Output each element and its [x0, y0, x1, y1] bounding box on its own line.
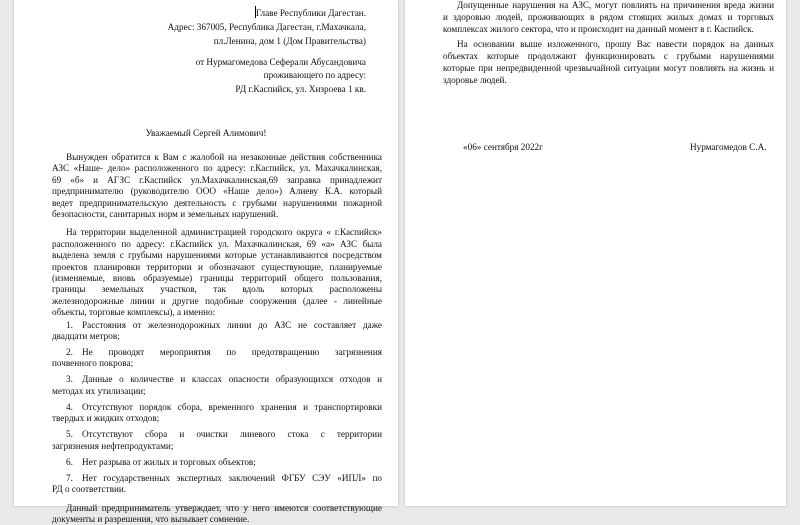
body-line: которые при непредвиденной чрезвычайной ситуации могут повлиять на жизнь и	[443, 63, 774, 73]
list-item-line: Нет разрыва от жилых и торговых объектов;	[82, 456, 256, 467]
list-item-line: твердых и жидких отходов;	[52, 413, 160, 424]
list-item-number: 7.	[66, 472, 73, 483]
list-item-line: Расстояния от железнодорожных линии до АЗС не составляет даже	[82, 319, 382, 330]
body-line: комплексах жилого сектора, что и происходит на данный момент в г. Каспийск.	[443, 24, 754, 34]
salutation: Уважаемый Сергей Алимович!	[145, 128, 267, 138]
body-line: документы и разрешения, что вызывает сомнение.	[52, 514, 250, 525]
body-line: предпринимателю (руководителю ООО «Наше дело») Алиеву К.А. который	[52, 186, 382, 197]
list-item-line: Отсутствуют сбора и очистки линевого стока с территории	[82, 429, 382, 440]
letter-date: «06» сентября 2022г	[463, 142, 543, 152]
signature-name: Нурмагомедов С.А.	[690, 142, 767, 152]
body-line: здоровье людей.	[443, 75, 507, 85]
body-line: объектах которые продолжают функционировать с грубыми нарушениями	[443, 51, 774, 61]
list-item-line: загрязнения нефтепродуктами;	[52, 440, 174, 451]
body-line: На основании выше изложенного, прошу Вас навести порядок на данных	[457, 39, 774, 49]
list-item-line: РД о соответствии.	[52, 484, 127, 494]
body-line: и здоровью людей, проживающих в рядом стоящих жилых домах и торговых	[443, 12, 774, 22]
list-item-number: 3.	[66, 374, 73, 385]
list-item-number: 1.	[66, 319, 73, 330]
body-line: безопасности, санитарных норм и земельных нарушений.	[52, 209, 279, 219]
list-item-line: двадцати метров;	[52, 331, 120, 341]
body-line: железнодорожные линии и другие подобные сооружения (далее - линейные	[52, 295, 382, 306]
addressee-line: Адрес: 367005, Республика Дагестан, г.Махачкала,	[167, 22, 366, 32]
body-line: объекты, торговые комплексы), а именно:	[52, 307, 216, 318]
body-line: Допущенные нарушения на АЗС, могут повлиять на причинения вреда жизни	[457, 0, 774, 10]
body-line: границы земельных участков, так вдоль которых расположены	[52, 284, 382, 295]
list-item-line: почвенного покрова;	[52, 358, 134, 369]
body-line: На территории выделенной администрацией городского округа « г.Каспийск»	[66, 227, 382, 238]
addressee-line: от Нурмагомедова Сеферали Абусандовича	[195, 57, 366, 67]
list-item-number: 6.	[66, 456, 73, 467]
body-line: ведет предпринимательскую деятельность с грубыми нарушениями пожарной	[52, 197, 382, 208]
list-item-line: Не проводят мероприятия по предотвращению загрязнения	[82, 347, 382, 357]
list-item-line: Нет государственных экспертных заключений ФГБУ СЭУ «ИПЛ» по	[82, 472, 382, 483]
list-item-number: 5.	[66, 429, 73, 440]
addressee-line: проживающего по адресу:	[263, 70, 366, 80]
body-line: проектов планировки территории и обозначают существующие, планируемые	[52, 261, 382, 272]
body-line: (изменяемые, вновь образуемые) границы территорий общего пользования,	[52, 273, 382, 283]
addressee-line: Главе Республики Дагестан.	[255, 8, 366, 18]
body-line: Вынужден обратится к Вам с жалобой на незаконные действия собственника	[66, 152, 382, 162]
addressee-line: РД г.Каспийск, ул. Хизроева 1 кв.	[235, 84, 366, 94]
list-item-line: Отсутствуют порядок сбора, временного хранения и транспортировки	[82, 401, 382, 412]
list-item-number: 2.	[66, 347, 73, 357]
document-page-2	[405, 0, 786, 506]
document-page-1	[14, 0, 398, 525]
list-item-number: 4.	[66, 401, 73, 412]
list-item-line: методах их утилизации;	[52, 385, 146, 396]
addressee-line: пл.Ленина, дом 1 (Дом Правительства)	[213, 36, 366, 46]
body-line: Данный предприниматель утверждает, что у него имеются соответствующие	[66, 503, 382, 513]
list-item-line: Данные о количестве и классах опасности образующихся отходов и	[82, 374, 382, 385]
body-line: 69 «б» и АГЗС г.Каспийск ул.Махачкалинская,69 заправка принадлежит	[52, 174, 382, 185]
body-line: расположенного по адресу: г.Каспийск ул. Махачкалинская, 69 «а» АЗС была	[52, 238, 382, 249]
body-line: выделена земля с грубыми нарушениями которые устанавливаются посредством	[52, 250, 382, 261]
body-line: АЗС «Наше- дело» расположенного по адресу: г.Каспийск, ул. Махачкалинская,	[52, 163, 382, 174]
